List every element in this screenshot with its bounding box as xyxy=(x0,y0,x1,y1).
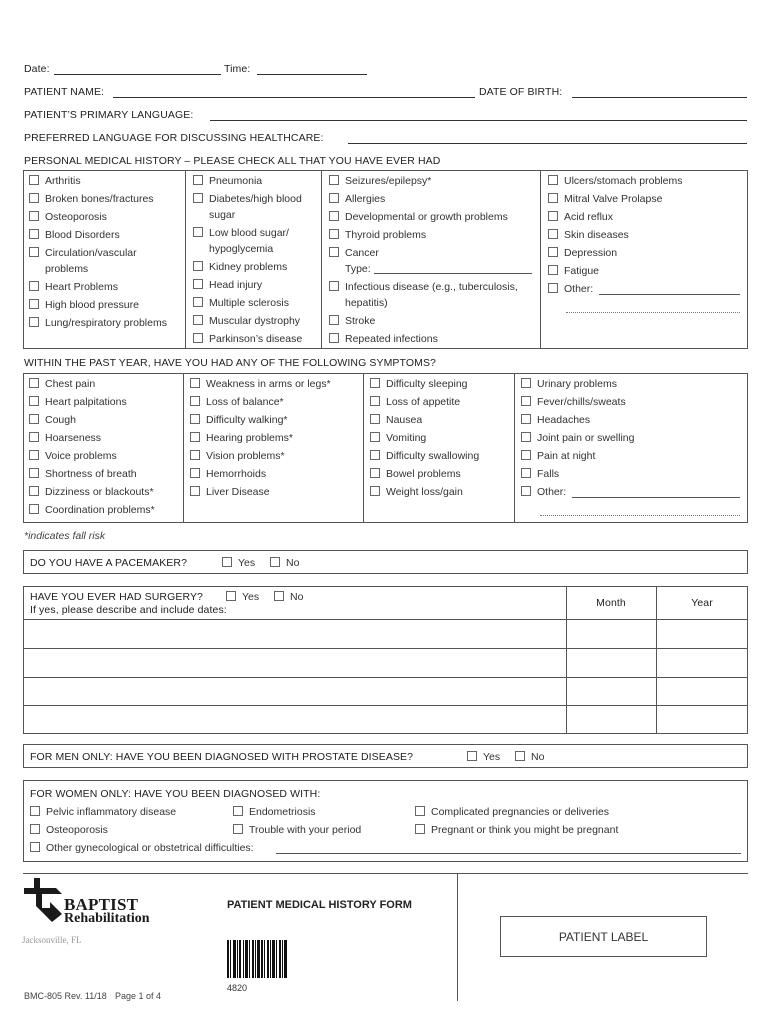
preferred-language-field[interactable] xyxy=(348,143,747,144)
checkbox[interactable] xyxy=(521,450,531,460)
other-gynecological-field[interactable] xyxy=(276,853,741,854)
checkbox[interactable] xyxy=(190,432,200,442)
check-circulation[interactable]: Circulation/vascular xyxy=(29,247,137,259)
circulation-continued: problems xyxy=(45,263,89,275)
check-blood-disorders[interactable]: Blood Disorders xyxy=(29,229,120,241)
checkbox[interactable] xyxy=(548,229,558,239)
checkbox[interactable] xyxy=(548,265,558,275)
check-endometriosis[interactable]: Endometriosis xyxy=(233,806,316,818)
check-muscular-dystrophy[interactable]: Muscular dystrophy xyxy=(193,315,300,327)
checkbox[interactable] xyxy=(193,279,203,289)
check-seizures[interactable]: Seizures/epilepsy* xyxy=(329,175,431,187)
check-shortness-of-breath[interactable]: Shortness of breath xyxy=(29,468,137,480)
form-code: BMC-805 Rev. 11/18 xyxy=(24,991,107,1001)
pacemaker-yes[interactable]: Yes xyxy=(222,557,255,569)
other-symptoms-field-2[interactable] xyxy=(540,515,740,516)
time-label: Time: xyxy=(224,63,251,75)
date-field[interactable] xyxy=(54,74,221,75)
women-question: FOR WOMEN ONLY: HAVE YOU BEEN DIAGNOSED WITH: xyxy=(30,788,321,800)
checkbox[interactable] xyxy=(29,175,39,185)
checkbox[interactable] xyxy=(29,299,39,309)
checkbox[interactable] xyxy=(190,486,200,496)
checkbox[interactable] xyxy=(29,193,39,203)
checkbox[interactable] xyxy=(548,175,558,185)
check-stroke[interactable]: Stroke xyxy=(329,315,375,327)
checkbox[interactable] xyxy=(515,751,525,761)
low-blood-sugar-continued: hypoglycemia xyxy=(209,243,274,255)
checkbox[interactable] xyxy=(329,229,339,239)
preferred-language-label: PREFERRED LANGUAGE FOR DISCUSSING HEALTHCARE: xyxy=(24,132,324,144)
check-multiple-sclerosis[interactable]: Multiple sclerosis xyxy=(193,297,289,309)
check-joint-pain[interactable]: Joint pain or swelling xyxy=(521,432,634,444)
checkbox[interactable] xyxy=(548,193,558,203)
checkbox[interactable] xyxy=(521,468,531,478)
checkbox[interactable] xyxy=(329,315,339,325)
checkbox[interactable] xyxy=(329,211,339,221)
checkbox[interactable] xyxy=(193,315,203,325)
checkbox[interactable] xyxy=(190,414,200,424)
check-skin-diseases[interactable]: Skin diseases xyxy=(548,229,629,241)
check-ulcers[interactable]: Ulcers/stomach problems xyxy=(548,175,682,187)
checkbox[interactable] xyxy=(521,378,531,388)
check-pelvic-inflammatory[interactable]: Pelvic inflammatory disease xyxy=(30,806,176,818)
checkbox[interactable] xyxy=(193,333,203,343)
checkbox[interactable] xyxy=(521,396,531,406)
check-falls[interactable]: Falls xyxy=(521,468,559,480)
page-info: Page 1 of 4 xyxy=(115,991,162,1001)
checkbox[interactable] xyxy=(29,486,39,496)
check-difficulty-walking[interactable]: Difficulty walking* xyxy=(190,414,288,426)
check-heart-problems[interactable]: Heart Problems xyxy=(29,281,118,293)
check-arthritis[interactable]: Arthritis xyxy=(29,175,81,187)
check-fatigue[interactable]: Fatigue xyxy=(548,265,599,277)
surgery-description-field-2[interactable] xyxy=(24,649,565,676)
checkbox[interactable] xyxy=(415,824,425,834)
pacemaker-question: DO YOU HAVE A PACEMAKER? xyxy=(30,557,188,569)
men-question: FOR MEN ONLY: HAVE YOU BEEN DIAGNOSED WITH PROSTATE DISEASE? xyxy=(30,751,414,763)
check-trouble-period[interactable]: Trouble with your period xyxy=(233,824,361,836)
surgery-instruction: If yes, please describe and include dates: xyxy=(30,604,227,616)
footer-top-line xyxy=(23,873,748,874)
other-history-field-2[interactable] xyxy=(566,312,740,313)
surgery-description-field-4[interactable] xyxy=(24,706,565,733)
check-thyroid[interactable]: Thyroid problems xyxy=(329,229,426,241)
checkbox[interactable] xyxy=(274,591,284,601)
check-pain-at-night[interactable]: Pain at night xyxy=(521,450,595,462)
check-pneumonia[interactable]: Pneumonia xyxy=(193,175,262,187)
check-low-blood-sugar[interactable]: Low blood sugar/ xyxy=(193,227,289,239)
symptoms-divider-2 xyxy=(363,373,364,523)
check-other-symptoms[interactable]: Other: xyxy=(521,486,566,498)
checkbox[interactable] xyxy=(370,468,380,478)
dob-field[interactable] xyxy=(572,97,747,98)
time-field[interactable] xyxy=(257,74,367,75)
check-voice-problems[interactable]: Voice problems xyxy=(29,450,117,462)
check-parkinsons[interactable]: Parkinson’s disease xyxy=(193,333,302,345)
checkbox[interactable] xyxy=(190,378,200,388)
checkbox[interactable] xyxy=(329,281,339,291)
checkbox[interactable] xyxy=(29,396,39,406)
checkbox[interactable] xyxy=(193,175,203,185)
footer-divider xyxy=(457,873,458,1001)
checkbox[interactable] xyxy=(233,824,243,834)
check-allergies[interactable]: Allergies xyxy=(329,193,385,205)
check-vision-problems[interactable]: Vision problems* xyxy=(190,450,285,462)
form-title: PATIENT MEDICAL HISTORY FORM xyxy=(227,899,412,911)
symptoms-divider-3 xyxy=(514,373,515,523)
check-hemorrhoids[interactable]: Hemorrhoids xyxy=(190,468,266,480)
checkbox[interactable] xyxy=(329,175,339,185)
check-pregnant[interactable]: Pregnant or think you might be pregnant xyxy=(415,824,618,836)
surgery-description-field-1[interactable] xyxy=(24,620,565,647)
checkbox[interactable] xyxy=(226,591,236,601)
check-cancer[interactable]: Cancer xyxy=(329,247,379,259)
logo-line1: BAPTIST xyxy=(64,895,139,914)
symptoms-title: WITHIN THE PAST YEAR, HAVE YOU HAD ANY OF THE FOLLOWING SYMPTOMS? xyxy=(24,357,437,369)
dob-label: DATE OF BIRTH: xyxy=(479,86,563,98)
check-liver-disease[interactable]: Liver Disease xyxy=(190,486,270,498)
checkbox[interactable] xyxy=(193,261,203,271)
month-header: Month xyxy=(596,597,626,609)
check-repeated-infections[interactable]: Repeated infections xyxy=(329,333,438,345)
checkbox[interactable] xyxy=(222,557,232,567)
surgery-yes[interactable]: Yes xyxy=(226,591,259,603)
check-lung-problems[interactable]: Lung/respiratory problems xyxy=(29,317,167,329)
prostate-no[interactable]: No xyxy=(515,751,544,763)
checkbox[interactable] xyxy=(29,247,39,257)
checkbox[interactable] xyxy=(521,486,531,496)
check-head-injury[interactable]: Head injury xyxy=(193,279,262,291)
checkbox[interactable] xyxy=(370,486,380,496)
checkbox[interactable] xyxy=(29,229,39,239)
check-nausea[interactable]: Nausea xyxy=(370,414,422,426)
check-coordination[interactable]: Coordination problems* xyxy=(29,504,155,516)
checkbox[interactable] xyxy=(370,378,380,388)
checkbox[interactable] xyxy=(29,432,39,442)
checkbox[interactable] xyxy=(521,432,531,442)
checkbox[interactable] xyxy=(329,193,339,203)
checkbox[interactable] xyxy=(30,806,40,816)
diabetes-continued: sugar xyxy=(209,209,236,221)
checkbox[interactable] xyxy=(29,378,39,388)
check-loss-of-balance[interactable]: Loss of balance* xyxy=(190,396,284,408)
infectious-continued: hepatitis) xyxy=(345,297,388,309)
surgery-no[interactable]: No xyxy=(274,591,303,603)
date-label: Date: xyxy=(24,63,50,75)
patient-name-label: PATIENT NAME: xyxy=(24,86,105,98)
check-fever[interactable]: Fever/chills/sweats xyxy=(521,396,626,408)
checkbox[interactable] xyxy=(548,283,558,293)
checkbox[interactable] xyxy=(233,806,243,816)
check-other-gynecological[interactable]: Other gynecological or obstetrical difficulties: xyxy=(30,842,254,854)
fall-risk-note: *indicates fall risk xyxy=(24,530,106,542)
checkbox[interactable] xyxy=(30,842,40,852)
prostate-yes[interactable]: Yes xyxy=(467,751,500,763)
symptoms-divider-1 xyxy=(183,373,184,523)
check-other-history[interactable]: Other: xyxy=(548,283,593,295)
checkbox[interactable] xyxy=(193,193,203,203)
primary-language-field[interactable] xyxy=(210,120,747,121)
check-vomiting[interactable]: Vomiting xyxy=(370,432,426,444)
checkbox[interactable] xyxy=(370,450,380,460)
check-depression[interactable]: Depression xyxy=(548,247,617,259)
checkbox[interactable] xyxy=(370,414,380,424)
checkbox[interactable] xyxy=(548,247,558,257)
year-header: Year xyxy=(691,597,713,609)
checkbox[interactable] xyxy=(193,297,203,307)
patient-label-text: PATIENT LABEL xyxy=(558,930,649,944)
checkbox[interactable] xyxy=(190,450,200,460)
cancer-type-field[interactable] xyxy=(374,273,532,274)
barcode-number: 4820 xyxy=(227,983,248,993)
check-diabetes[interactable]: Diabetes/high blood xyxy=(193,193,302,205)
checkbox[interactable] xyxy=(29,281,39,291)
check-dizziness[interactable]: Dizziness or blackouts* xyxy=(29,486,154,498)
pacemaker-no[interactable]: No xyxy=(270,557,299,569)
check-hoarseness[interactable]: Hoarseness xyxy=(29,432,101,444)
checkbox[interactable] xyxy=(29,414,39,424)
logo-city: Jacksonville, FL xyxy=(22,935,82,945)
check-loss-of-appetite[interactable]: Loss of appetite xyxy=(370,396,460,408)
checkbox[interactable] xyxy=(29,504,39,514)
check-complicated-pregnancies[interactable]: Complicated pregnancies or deliveries xyxy=(415,806,609,818)
check-headaches[interactable]: Headaches xyxy=(521,414,590,426)
checkbox[interactable] xyxy=(329,247,339,257)
checkbox[interactable] xyxy=(190,468,200,478)
check-urinary[interactable]: Urinary problems xyxy=(521,378,617,390)
surgery-description-field-3[interactable] xyxy=(24,678,565,704)
patient-name-field[interactable] xyxy=(113,97,475,98)
check-difficulty-swallowing[interactable]: Difficulty swallowing xyxy=(370,450,479,462)
other-symptoms-field[interactable] xyxy=(572,497,740,498)
check-weakness[interactable]: Weakness in arms or legs* xyxy=(190,378,331,390)
checkbox[interactable] xyxy=(190,396,200,406)
check-difficulty-sleeping[interactable]: Difficulty sleeping xyxy=(370,378,468,390)
surgery-question: HAVE YOU EVER HAD SURGERY? xyxy=(30,591,203,603)
check-weight-loss[interactable]: Weight loss/gain xyxy=(370,486,463,498)
checkbox[interactable] xyxy=(329,333,339,343)
checkbox[interactable] xyxy=(30,824,40,834)
check-women-osteoporosis[interactable]: Osteoporosis xyxy=(30,824,108,836)
history-divider-1 xyxy=(185,170,186,349)
check-chest-pain[interactable]: Chest pain xyxy=(29,378,95,390)
checkbox[interactable] xyxy=(29,317,39,327)
check-broken-bones[interactable]: Broken bones/fractures xyxy=(29,193,154,205)
logo-line2: Rehabilitation xyxy=(64,911,150,926)
primary-language-label: PATIENT’S PRIMARY LANGUAGE: xyxy=(24,109,194,121)
check-infectious-disease[interactable]: Infectious disease (e.g., tuberculosis, xyxy=(329,281,518,293)
check-osteoporosis[interactable]: Osteoporosis xyxy=(29,211,107,223)
checkbox[interactable] xyxy=(548,211,558,221)
checkbox[interactable] xyxy=(521,414,531,424)
other-history-field[interactable] xyxy=(599,294,740,295)
cancer-type-label: Type: xyxy=(345,263,371,275)
history-divider-3 xyxy=(540,170,541,349)
checkbox[interactable] xyxy=(467,751,477,761)
check-high-blood-pressure[interactable]: High blood pressure xyxy=(29,299,139,311)
check-heart-palpitations[interactable]: Heart palpitations xyxy=(29,396,127,408)
checkbox[interactable] xyxy=(370,396,380,406)
check-acid-reflux[interactable]: Acid reflux xyxy=(548,211,613,223)
checkbox[interactable] xyxy=(415,806,425,816)
checkbox[interactable] xyxy=(270,557,280,567)
baptist-cross-logo-icon xyxy=(22,876,66,924)
checkbox[interactable] xyxy=(370,432,380,442)
checkbox[interactable] xyxy=(29,468,39,478)
checkbox[interactable] xyxy=(29,450,39,460)
check-cough[interactable]: Cough xyxy=(29,414,76,426)
check-hearing-problems[interactable]: Hearing problems* xyxy=(190,432,293,444)
check-bowel-problems[interactable]: Bowel problems xyxy=(370,468,461,480)
checkbox[interactable] xyxy=(193,227,203,237)
barcode-icon xyxy=(227,940,287,978)
check-kidney[interactable]: Kidney problems xyxy=(193,261,287,273)
check-mitral-valve[interactable]: Mitral Valve Prolapse xyxy=(548,193,662,205)
check-developmental[interactable]: Developmental or growth problems xyxy=(329,211,508,223)
history-divider-2 xyxy=(321,170,322,349)
history-title: PERSONAL MEDICAL HISTORY – PLEASE CHECK ALL THAT YOU HAVE EVER HAD xyxy=(24,155,441,167)
checkbox[interactable] xyxy=(29,211,39,221)
